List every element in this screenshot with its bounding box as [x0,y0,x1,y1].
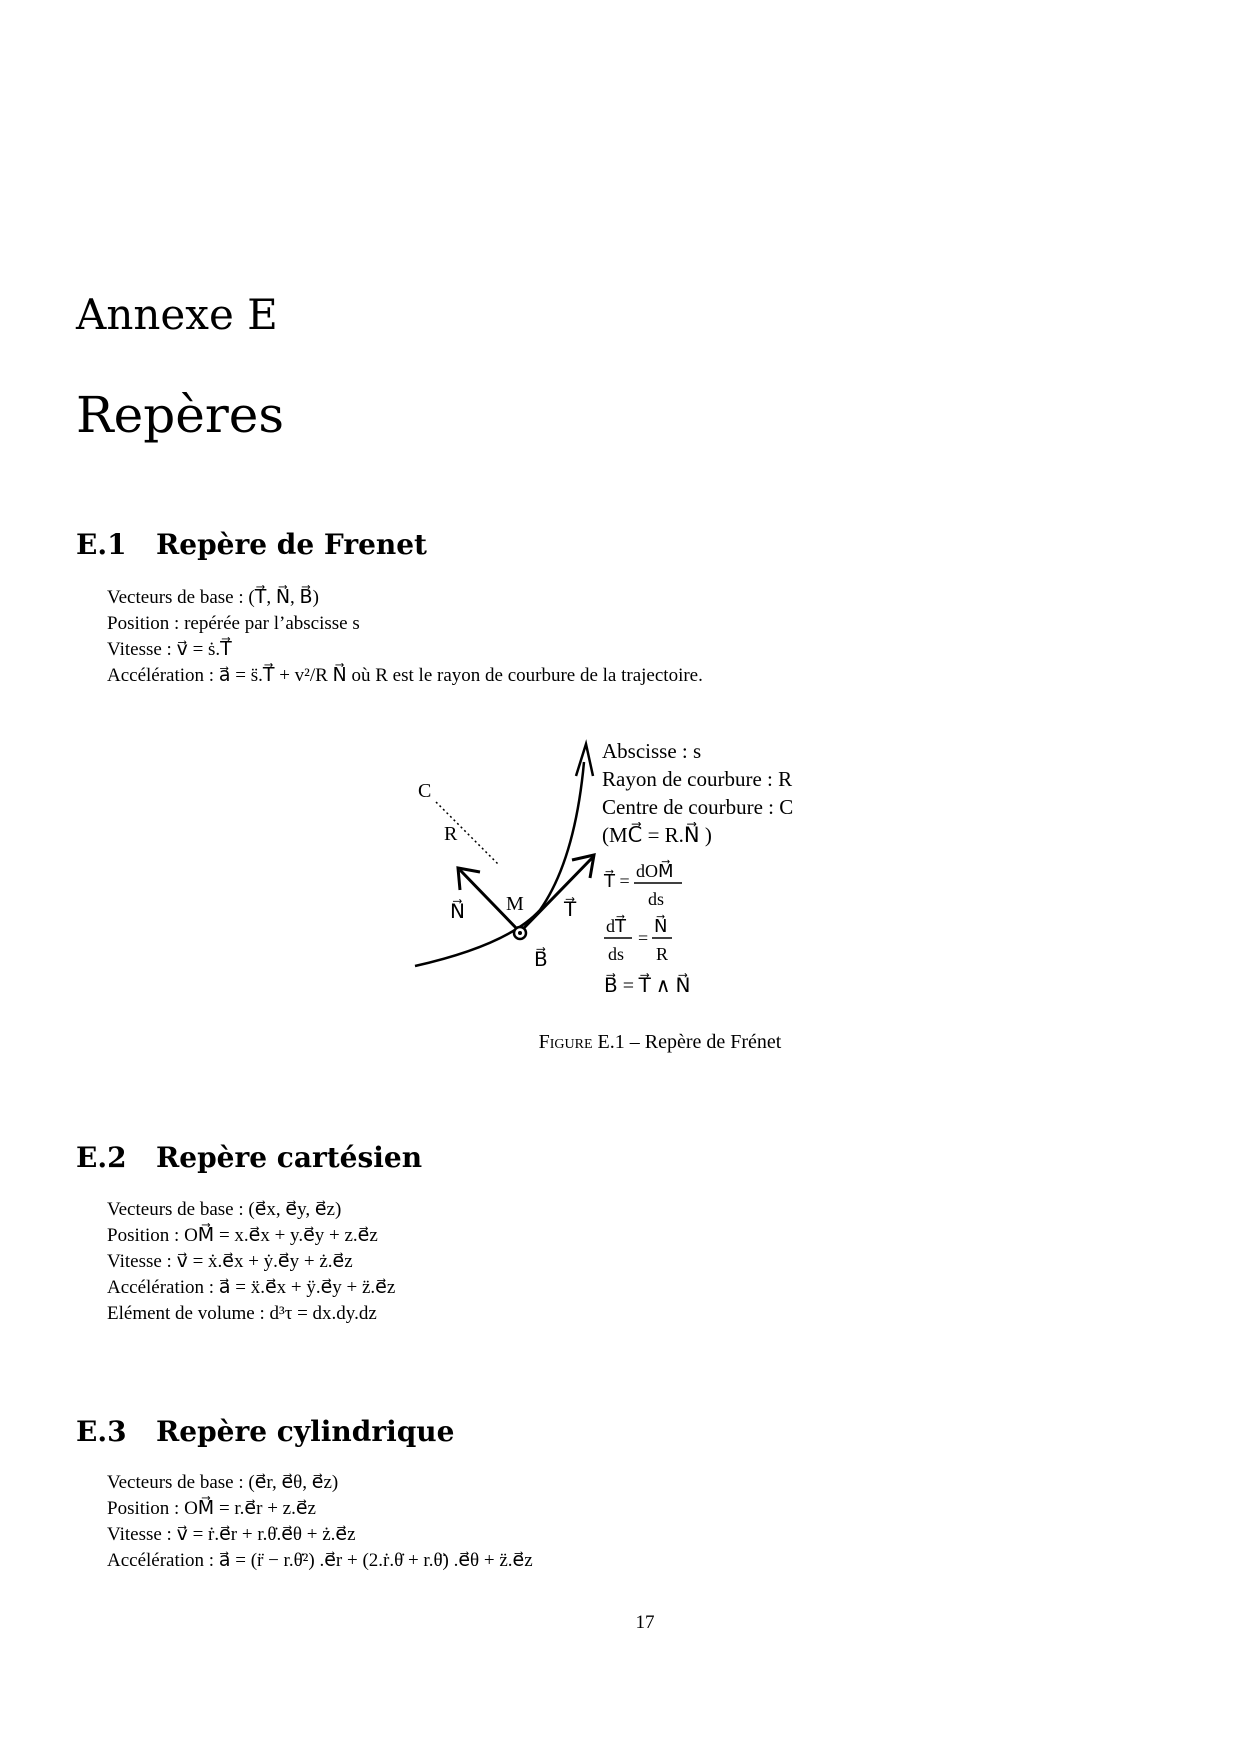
body-line: Position : repérée par l’abscisse s [107,613,360,634]
section-number: E.3 [76,1415,127,1448]
formula-b: B⃗ = T⃗ ∧ N⃗ [604,975,691,997]
label-m: M [506,893,524,915]
section-number: E.1 [76,528,127,561]
body-line: Accélération : a⃗ = s̈.T⃗ + v²/R N⃗ où R est le rayon de courbure de la trajectoire. [107,665,703,686]
body-line: Vecteurs de base : (T⃗, N⃗, B⃗) [107,587,319,608]
body-line: Elément de volume : d³τ = dx.dy.dz [107,1303,377,1324]
page-number: 17 [635,1612,655,1633]
section-title: Repère cartésien [156,1141,423,1174]
label-c: C [418,780,432,802]
section-heading-e1 [76,528,427,561]
formula-n-den: R [656,944,669,964]
note-centre: Centre de courbure : C [602,795,794,819]
label-r: R [444,823,458,845]
body-line: Vitesse : v⃗ = ṙ.e⃗r + r.θ̇.e⃗θ + ż.e⃗z [107,1524,356,1545]
body-line: Vitesse : v⃗ = ṡ.T⃗ [107,639,232,660]
section-heading-e3 [76,1415,454,1448]
chapter-label: Annexe E [76,290,278,339]
chapter-title: Repères [76,386,284,444]
section-title: Repère cylindrique [156,1415,455,1448]
body-line: Position : OM⃗ = r.e⃗r + z.e⃗z [107,1498,316,1519]
note-abscisse: Abscisse : s [602,739,702,763]
note-rayon: Rayon de courbure : R [602,767,793,791]
formula-equals: = [638,928,649,948]
formula-t-den: ds [648,889,665,909]
figure-caption-text: – Repère de Frénet [624,1031,782,1053]
label-n: N⃗ [450,901,465,923]
figure-caption-prefix: Figure E.1 [538,1031,625,1053]
section-body-e1 [107,585,703,689]
frenet-figure [400,730,840,1010]
formula-dt-den: ds [608,944,625,964]
body-line: Position : OM⃗ = x.e⃗x + y.e⃗y + z.e⃗z [107,1225,378,1246]
note-mc: (MC⃗ = R.N⃗ ) [602,823,712,847]
formula-t-num: dOM⃗ [636,861,674,881]
tangent-vector [520,857,593,932]
formula-dt-num: dT⃗ [606,916,626,936]
body-line: Vitesse : v⃗ = ẋ.e⃗x + ẏ.e⃗y + ż.e⃗z [107,1251,353,1272]
section-number: E.2 [76,1141,127,1174]
formula-n-num: N⃗ [654,916,668,936]
body-line: Vecteurs de base : (e⃗r, e⃗θ, e⃗z) [107,1472,339,1493]
section-heading-e2 [76,1141,422,1174]
label-t: T⃗ [564,899,577,921]
label-b: B⃗ [534,949,548,971]
body-line: Vecteurs de base : (e⃗x, e⃗y, e⃗z) [107,1199,342,1220]
abscissa-arrowhead [576,744,593,776]
figure-caption [0,1031,1240,1054]
section-body-e3 [107,1470,533,1574]
formula-t-lhs: T⃗ = [604,871,630,891]
binormal-dot [518,931,522,935]
section-title: Repère de Frenet [156,528,427,561]
section-body-e2 [107,1197,395,1327]
trajectory-curve [415,762,584,966]
body-line: Accélération : a⃗ = ẍ.e⃗x + ÿ.e⃗y + z̈.e⃗z [107,1277,396,1298]
body-line: Accélération : a⃗ = (r̈ − r.θ̇²) .e⃗r + (2.ṙ.θ̇ + r.θ̈) .e⃗θ + z̈.e⃗z [107,1550,533,1571]
